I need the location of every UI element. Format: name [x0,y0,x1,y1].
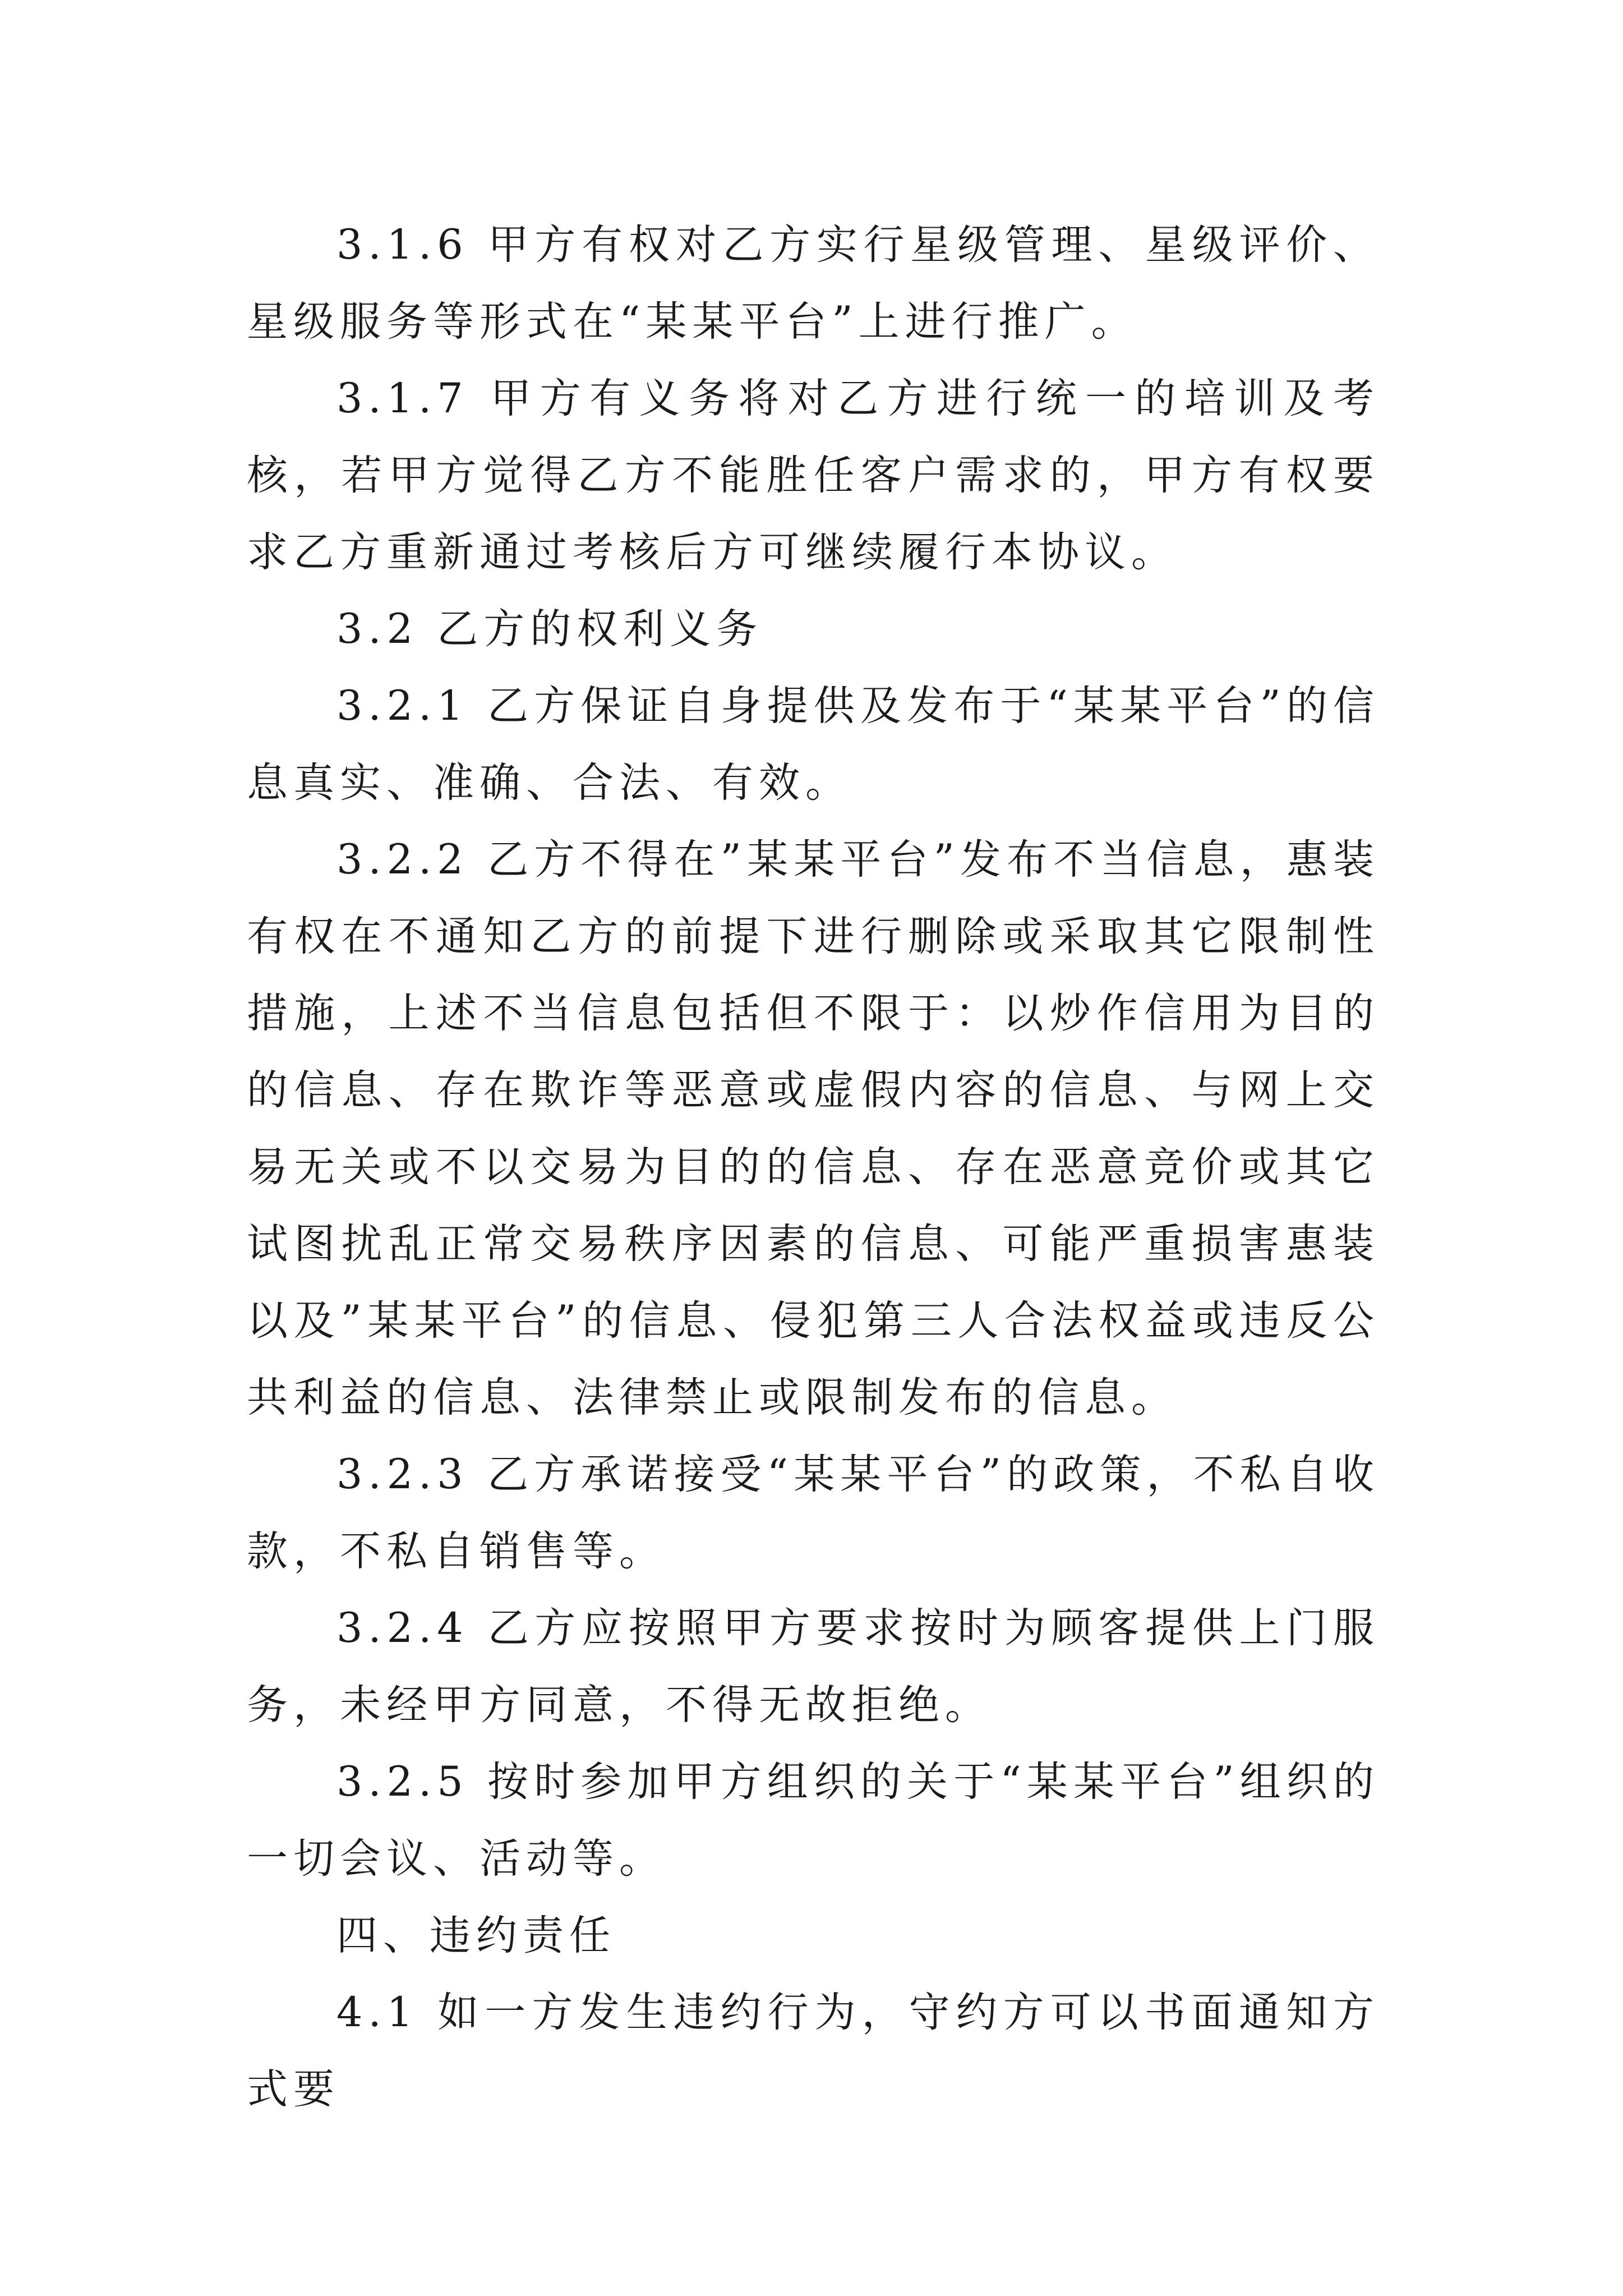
clause-3-2-5: 3.2.5 按时参加甲方组织的关于“某某平台”组织的一切会议、活动等。 [247,1758,1380,1883]
clause-3-1-6: 3.1.6 甲方有权对乙方实行星级管理、星级评价、星级服务等形式在“某某平台”上进行推广。 [247,221,1380,346]
section-heading-3-2: 3.2 乙方的权利义务 [336,605,763,653]
clause-3-1-7: 3.1.7 甲方有义务将对乙方进行统一的培训及考核，若甲方觉得乙方不能胜任客户需求的，甲方有权要求乙方重新通过考核后方可继续履行本协议。 [247,375,1380,576]
section-heading-4: 四、违约责任 [336,1912,616,1959]
clause-3-2-1: 3.2.1 乙方保证自身提供及发布于“某某平台”的信息真实、准确、合法、有效。 [247,682,1380,807]
clause-3-2-4: 3.2.4 乙方应按照甲方要求按时为顾客提供上门服务，未经甲方同意，不得无故拒绝。 [247,1604,1380,1729]
clause-3-2-2: 3.2.2 乙方不得在”某某平台”发布不当信息，惠装有权在不通知乙方的前提下进行删除或采取其它限制性措施，上述不当信息包括但不限于：以炒作信用为目的的信息、存在欺诈等恶意或虚假内容的信息、与网上交易无关或不以交易为目的的信息、存在恶意竞价或其它试图扰乱正常交易秩序因素的信息、可能严重损害惠装以及”某某平台”的信息、侵犯第三人合法权益或违反公共利益的信息、法律禁止或限制发布的信息。 [247,836,1380,1421]
clause-4-1: 4.1 如一方发生违约行为，守约方可以书面通知方式要 [247,1989,1380,2113]
clause-3-2-3: 3.2.3 乙方承诺接受“某某平台”的政策，不私自收款，不私自销售等。 [247,1451,1380,1575]
document-body [247,206,1380,2128]
